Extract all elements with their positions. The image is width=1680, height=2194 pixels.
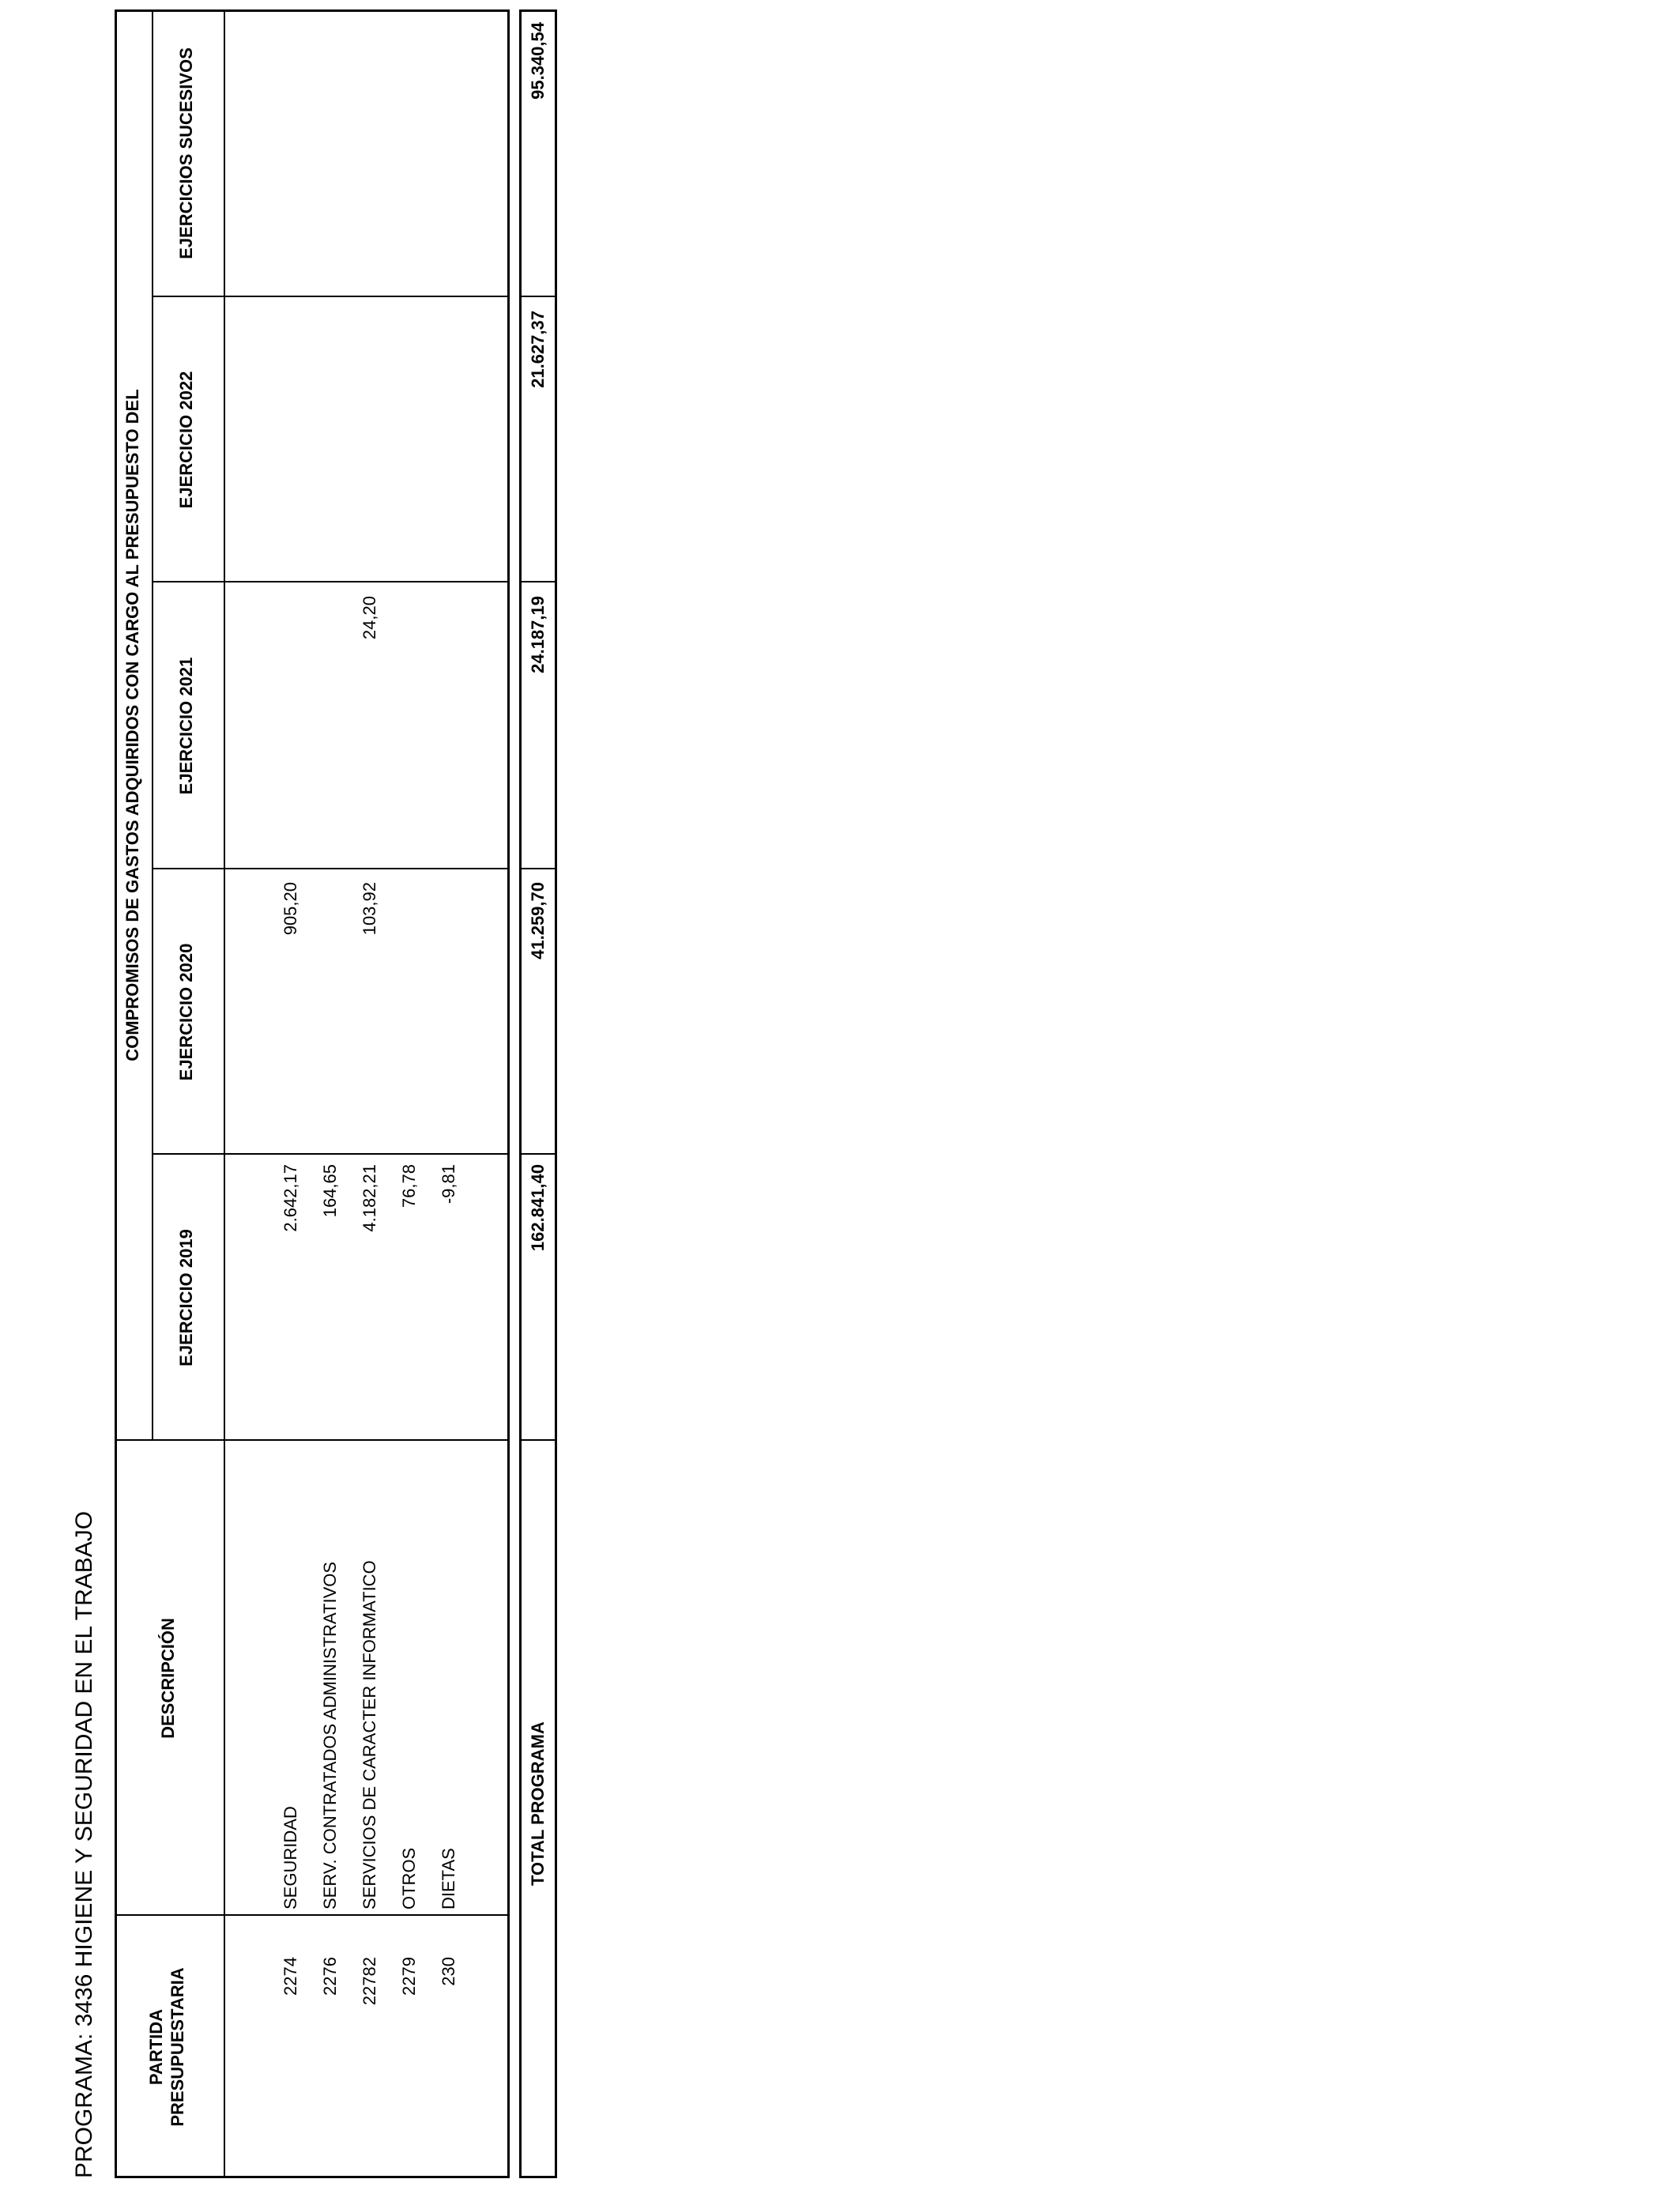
header-partida-line1: PARTIDA [146, 2008, 166, 2086]
row-partida: 230 [439, 1957, 458, 1986]
total-sucesivos: 95.340,54 [528, 22, 548, 100]
row-descripcion: SERV. CONTRATADOS ADMINISTRATIVOS [320, 1561, 340, 1909]
row-descripcion: OTROS [399, 1847, 419, 1909]
group-header-underline [152, 9, 153, 1441]
header-ejercicios-sucesivos: EJERCICIOS SUCESIVOS [176, 47, 196, 259]
header-separator [224, 9, 225, 2178]
total-e2021: 24.187,19 [528, 596, 548, 673]
header-ejercicio-2019: EJERCICIO 2019 [176, 1229, 196, 1367]
col-line-2022 [152, 296, 510, 297]
total-col-line-2019 [519, 1153, 557, 1155]
header-partida-line2: PRESUPUESTARIA [168, 1967, 187, 2127]
row-e2021: 24,20 [360, 596, 379, 640]
row-e2020: 103,92 [360, 882, 379, 936]
header-ejercicio-2022: EJERCICIO 2022 [176, 371, 196, 509]
row-e2019: 76,78 [399, 1164, 419, 1208]
col-line-2020 [152, 868, 510, 869]
row-e2020: 905,20 [281, 882, 300, 936]
total-label: TOTAL PROGRAMA [528, 1721, 548, 1886]
total-e2019: 162.841,40 [528, 1164, 548, 1252]
row-e2019: 4.182,21 [360, 1164, 379, 1232]
header-ejercicio-2020: EJERCICIO 2020 [176, 943, 196, 1081]
col-line-2021 [152, 581, 510, 582]
row-e2019: 2.642,17 [281, 1164, 300, 1232]
row-descripcion: SERVICIOS DE CARACTER INFORMATICO [360, 1560, 379, 1909]
program-title: PROGRAMA: 3436 HIGIENE Y SEGURIDAD EN EL TRABAJO [71, 1510, 97, 2178]
row-descripcion: DIETAS [439, 1848, 458, 1909]
total-col-line-descripcion [519, 1439, 557, 1441]
header-ejercicio-2021: EJERCICIO 2021 [176, 657, 196, 795]
col-line-2019 [152, 1153, 510, 1155]
header-group: COMPROMISOS DE GASTOS ADQUIRIDOS CON CARGO AL PRESUPUESTO DEL [122, 389, 142, 1061]
row-e2019: -9,81 [439, 1164, 458, 1204]
row-descripcion: SEGURIDAD [281, 1806, 300, 1909]
row-e2019: 164,65 [320, 1164, 340, 1218]
total-e2020: 41.259,70 [528, 882, 548, 959]
row-partida: 2274 [281, 1957, 300, 1996]
total-col-line-2022 [519, 296, 557, 297]
row-partida: 2276 [320, 1957, 340, 1996]
header-descripcion: DESCRIPCIÓN [158, 1618, 178, 1739]
total-col-line-2020 [519, 868, 557, 869]
total-e2022: 21.627,37 [528, 311, 548, 388]
row-partida: 2279 [399, 1957, 419, 1996]
total-col-line-2021 [519, 581, 557, 582]
row-partida: 22782 [360, 1957, 379, 2006]
